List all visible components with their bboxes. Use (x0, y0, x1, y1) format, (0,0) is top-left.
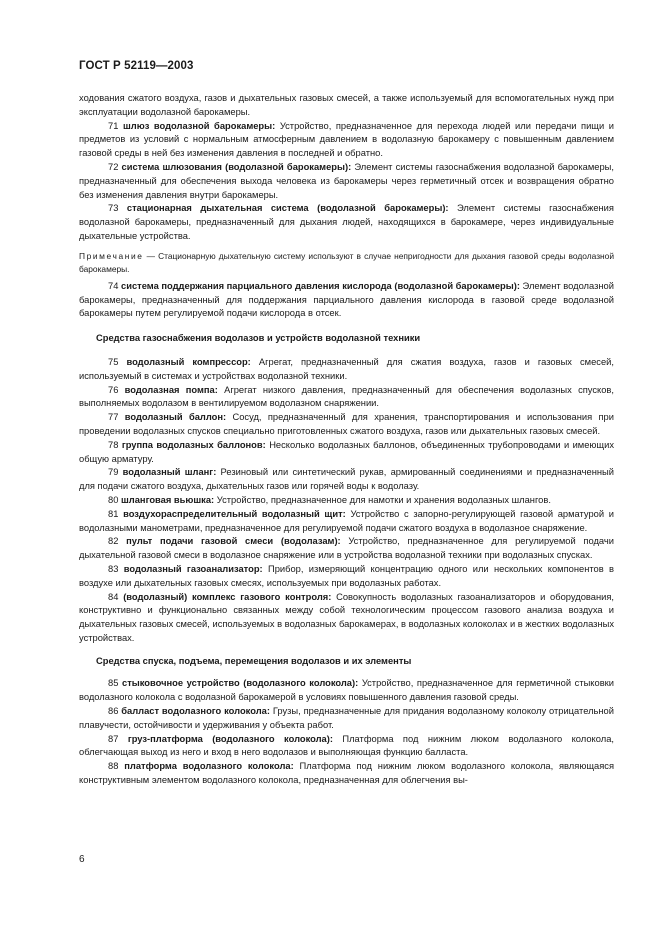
term-entry-82 (79, 535, 614, 563)
term-definition: Совокупность водолазных газоанализаторов и оборудования, конструктивно и функционально связанных между собой технологическим процессом газового анализа воздуха и дыхательных газовых смесей, используемых в водолазных барокамерах, в водолазных колоколах и в жестких водолазных устройствах. (79, 591, 614, 643)
term-list-a (79, 120, 614, 244)
note-label: Примечание (79, 250, 144, 261)
term-name: груз-платформа (водолазного колокола): (127, 733, 333, 744)
term-list-b (79, 356, 614, 646)
term-definition: Элемент водолазной барокамеры, предназначенный для поддержания парциального давления кислорода в газовой среде водолазной барокамеры путем регулируемой подачи кислорода в отсек. (79, 280, 614, 319)
term-name: водолазный шланг: (122, 467, 217, 478)
term-definition: Несколько водолазных баллонов, объединенных трубопроводами и имеющих общую арматуру. (79, 439, 615, 464)
term-number: 72 (108, 161, 119, 172)
term-entry-85 (79, 677, 614, 705)
term-number: 81 (108, 508, 119, 519)
term-name: шлюз водолазной барокамеры: (122, 120, 276, 131)
term-entry-78 (79, 439, 614, 467)
term-name: (водолазный) комплекс газового контроля: (123, 591, 332, 602)
term-number: 78 (108, 439, 119, 450)
term-definition: Агрегат, предназначенный для сжатия воздуха, газов и газовых смесей, используемый в системах и устройствах водолазной техники. (79, 356, 614, 381)
term-name: шланговая вьюшка: (121, 494, 215, 505)
term-number: 75 (108, 356, 119, 367)
term-definition: Платформа под нижним люком водолазного колокола, являющаяся конструктивным элементом водолазного колокола, предназначенная для облегчения вы- (79, 761, 615, 786)
term-definition: Элемент системы газоснабжения водолазной барокамеры, предназначенный для дыхания людей, находящихся в барокамере, через индивидуальные дыхательные устройства. (79, 203, 614, 241)
term-entry-79 (79, 466, 614, 494)
term-definition: Агрегат низкого давления, предназначенный для обеспечения водолазных спусков, выполняемых водолазом в вентилируемом водолазном снаряжении. (79, 384, 614, 409)
page-header: ГОСТ Р 52119—2003 (79, 60, 194, 72)
term-name: водолазный компрессор: (126, 356, 251, 367)
term-name: балласт водолазного колокола: (121, 706, 270, 717)
note-paragraph (79, 250, 614, 276)
page-number: 6 (79, 854, 85, 865)
term-number: 73 (108, 203, 119, 214)
section-heading-descent: Средства спуска, подъема, перемещения водолазов и их элементы (96, 655, 412, 666)
term-definition: Устройство, предназначенное для намотки и хранения водолазных шлангов. (216, 494, 551, 505)
term-name: водолазный баллон: (124, 412, 227, 423)
term-number: 74 (108, 280, 119, 291)
term-number: 84 (108, 591, 119, 602)
term-number: 83 (108, 563, 119, 574)
term-definition: Элемент системы газоснабжения водолазной барокамеры, предназначенный для обеспечения выхода человека из барокамеры через герметичный отсек и возвращения обратно без изменения давления внутри барокамеры. (79, 161, 614, 200)
term-entry-73 (79, 202, 614, 243)
term-definition: Резиновый или синтетический рукав, армированный соединениями и предназначенный для подачи сжатого воздуха, дыхательных газов или горячей воды к водолазу. (79, 467, 614, 492)
term-definition: Платформа под нижним люком водолазного колокола, облегчающая выход из него и вход в него водолазов и выполняющая функцию балласта. (79, 733, 614, 758)
term-number: 77 (108, 412, 119, 423)
section-heading-gas-supply: Средства газоснабжения водолазов и устройств водолазной техники (96, 333, 421, 344)
term-definition: Устройство, предназначенное для перехода людей или передачи пищи и предметов из условий с нормальным атмосферным давлением в водолазную барокамеру с повышенным давлением газовой среды в ней без изменения давления в последней и обратно. (79, 120, 614, 159)
term-entry-87 (79, 733, 614, 761)
term-definition: Сосуд, предназначенный для хранения, транспортирования и использования при проведении водолазных спусков специально приготовленных сжатого воздуха, газов или дыхательных газовых смесей. (79, 412, 614, 436)
term-entry-88 (79, 760, 614, 788)
term-number: 87 (108, 733, 119, 744)
term-list-c (79, 677, 614, 787)
term-number: 82 (108, 536, 119, 547)
term-number: 80 (108, 494, 119, 505)
term-name: воздухораспределительный водолазный щит: (123, 508, 346, 519)
term-entry-77 (79, 411, 614, 439)
term-name: стыковочное устройство (водолазного колокола): (122, 678, 359, 689)
term-number: 86 (108, 706, 119, 717)
term-entry-81 (79, 508, 614, 536)
intro-paragraph: ходования сжатого воздуха, газов и дыхательных газовых смесей, а также используемый для вспомогательных нужд при эксплуатации водолазной барокамеры. (79, 93, 614, 117)
term-number: 71 (108, 120, 119, 131)
term-entry-86 (79, 705, 614, 733)
term-name: водолазная помпа: (124, 384, 218, 395)
term-definition: Устройство с запорно-регулирующей газовой арматурой и водолазными манометрами, предназначенное для регулируемой подачи сжатого воздуха в водолазное снаряжение. (79, 508, 614, 533)
term-number: 79 (108, 467, 119, 478)
term-entry-72 (79, 161, 614, 202)
term-entry-83 (79, 563, 614, 591)
note-text: — Стационарную дыхательную систему используют в случае непригодности для дыхания газовой среды водолазной барокамеры. (79, 250, 614, 274)
term-definition: Устройство, предназначенное для регулируемой подачи дыхательной газовой смеси в водолазное снаряжение или в устройства водолазной техники при водолазных спусках. (79, 536, 614, 561)
term-entry-71 (79, 120, 614, 161)
term-entry-84 (79, 591, 614, 646)
term-name: платформа водолазного колокола: (124, 761, 294, 772)
term-entry-75 (79, 356, 614, 384)
term-entry-74 (79, 280, 614, 321)
term-entry-76 (79, 384, 614, 412)
term-name: система шлюзования (водолазной барокамеры): (121, 161, 352, 172)
term-name: водолазный газоанализатор: (123, 563, 263, 574)
term-number: 76 (108, 384, 119, 395)
term-number: 85 (108, 678, 119, 689)
term-definition: Устройство, предназначенное для герметичной стыковки водолазного колокола с водолазной барокамерой в условиях повышенного давления газовой среды. (79, 678, 614, 703)
term-name: стационарная дыхательная система (водолазной барокамеры): (126, 203, 449, 214)
term-entry-80 (79, 494, 614, 508)
term-number: 88 (108, 761, 119, 772)
term-name: система поддержания парциального давления кислорода (водолазной барокамеры): (121, 280, 520, 291)
term-definition: Грузы, предназначенные для придания водолазному колоколу отрицательной плавучести, остойчивости и удерживания у объекта работ. (79, 706, 614, 730)
term-name: группа водолазных баллонов: (121, 439, 266, 450)
term-name: пульт подачи газовой смеси (водолазам): (126, 536, 341, 547)
term-definition: Прибор, измеряющий концентрацию одного или нескольких компонентов в воздухе или дыхательных газовых смесях, используемых при водолазных работах. (79, 563, 614, 588)
document-body (79, 92, 614, 788)
